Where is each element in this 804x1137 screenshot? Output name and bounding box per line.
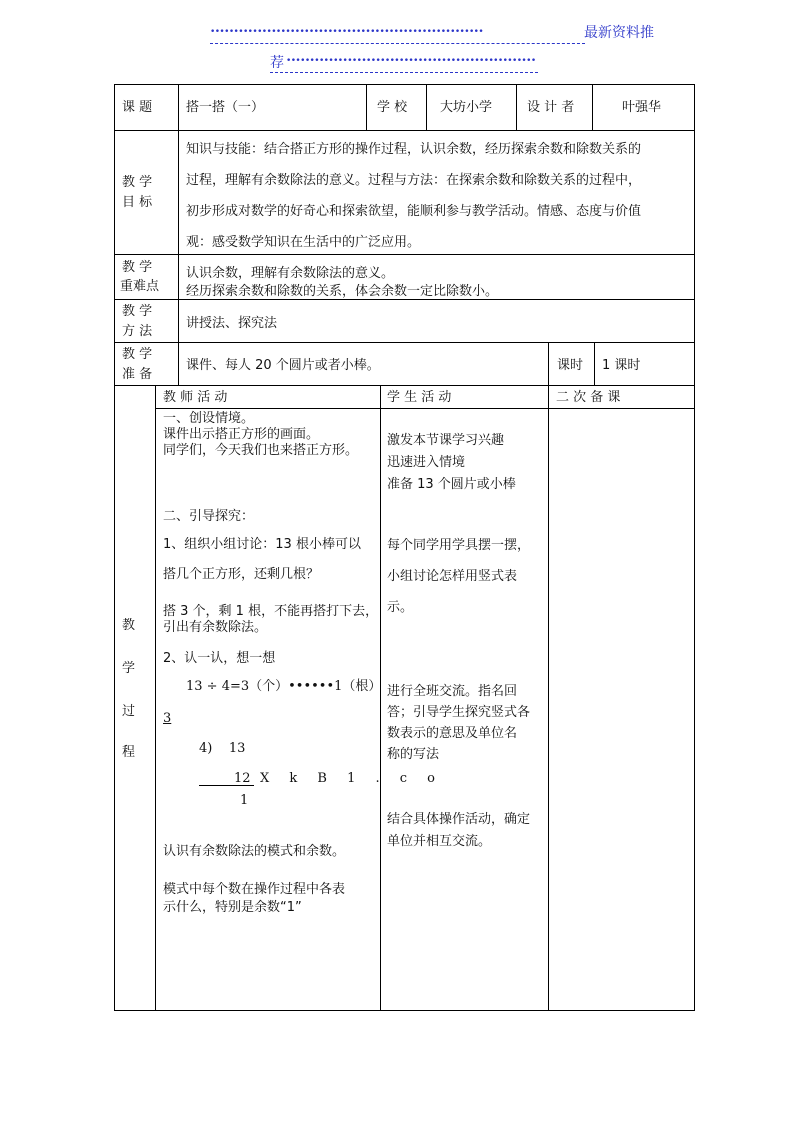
header-dash-2 [270, 72, 538, 73]
student-b2-line3: 示。 [387, 600, 414, 615]
long-division-quotient: 3 [163, 711, 172, 726]
method-value: 讲授法、探究法 [186, 316, 278, 331]
school-label: 学 校 [377, 100, 408, 115]
header-text-1: 最新资料推 [584, 25, 654, 41]
process-label-2: 学 [122, 661, 136, 676]
teacher-a1-line2: 引出有余数除法。 [163, 620, 268, 635]
designer-value: 叶强华 [622, 100, 662, 115]
student-b3-line2: 答；引导学生探究竖式各 [387, 705, 531, 720]
teacher-note2-line2: 示什么，特别是余数“1” [163, 900, 302, 915]
prep-label-1: 教 学 [122, 347, 153, 362]
student-b4-line1: 结合具体操作活动，确定 [387, 812, 531, 827]
keypoints-line-2: 经历探索余数和除数的关系，体会余数一定比除数小。 [186, 284, 499, 299]
header-text-2: 荐 [270, 55, 284, 71]
teacher-q1-line1: 1、组织小组讨论：13 根小棒可以 [163, 537, 361, 552]
teacher-a1-line1: 搭 3 个，剩 1 根，不能再搭打下去， [163, 604, 379, 619]
process-label-1: 教 [122, 618, 136, 633]
student-b1-line3: 准备 13 个圆片或小棒 [387, 477, 516, 492]
second-prep-header: 二 次 备 课 [556, 390, 621, 405]
teacher-note2-line1: 模式中每个数在操作过程中各表 [163, 882, 346, 897]
watermark-text: X k B 1 . c o [260, 771, 443, 786]
prep-value: 课件、每人 20 个圆片或者小棒。 [186, 358, 380, 373]
teacher-note1: 认识有余数除法的模式和余数。 [163, 844, 346, 859]
hours-label: 课时 [557, 358, 584, 373]
goals-label-2: 目 标 [122, 195, 153, 210]
long-division-divisor-row: 4) 13 [199, 741, 246, 756]
keypoints-label-1: 教 学 [122, 260, 153, 275]
method-label-1: 教 学 [122, 304, 153, 319]
teacher-step2: 2、认一认，想一想 [163, 651, 276, 666]
goals-line-3: 初步形成对数学的好奇心和探索欲望，能顺利参与教学活动。情感、态度与价值 [186, 204, 642, 219]
goals-line-4: 观：感受数学知识在生活中的广泛应用。 [186, 235, 421, 250]
hours-value: 1 课时 [602, 358, 641, 373]
process-label-3: 过 [122, 704, 136, 719]
goals-line-1: 知识与技能：结合搭正方形的操作过程，认识余数，经历探索余数和除数关系的 [186, 142, 642, 157]
header-dots-1: •••••••••••••••••••••••••••••••••••••••••••••••••••••••••• [210, 27, 484, 37]
division-equation: 13 ÷ 4=3（个）••••••1（根） [186, 679, 382, 694]
topic-value: 搭一搭（一） [186, 100, 265, 115]
teacher-s1-line2: 同学们，今天我们也来搭正方形。 [163, 443, 359, 458]
student-b2-line2: 小组讨论怎样用竖式表 [387, 569, 518, 584]
prep-label-2: 准 备 [122, 367, 153, 382]
teacher-q1-line2: 搭几个正方形，还剩几根？ [163, 567, 320, 582]
teacher-s1-line1: 课件出示搭正方形的画面。 [163, 427, 320, 442]
school-value: 大坊小学 [440, 100, 493, 115]
keypoints-line-1: 认识余数，理解有余数除法的意义。 [186, 266, 395, 281]
student-b1-line1: 激发本节课学习兴趣 [387, 433, 505, 448]
student-b4-line2: 单位并相互交流。 [387, 834, 492, 849]
student-b3-line3: 数表示的意思及单位名 [387, 726, 518, 741]
student-b3-line1: 进行全班交流。指名回 [387, 684, 518, 699]
teacher-s2-title: 二、引导探究： [163, 509, 255, 524]
student-b2-line1: 每个同学用学具摆一摆， [387, 538, 531, 553]
method-label-2: 方 法 [122, 324, 153, 339]
teacher-activity-header: 教 师 活 动 [163, 390, 228, 405]
student-activity-header: 学 生 活 动 [387, 390, 452, 405]
header-dash-1 [210, 43, 585, 44]
process-label-4: 程 [122, 745, 136, 760]
goals-label-1: 教 学 [122, 175, 153, 190]
header-dots-2: ••••••••••••••••••••••••••••••••••••••••••••••••••••• [286, 56, 536, 66]
teacher-s1-title: 一、创设情境。 [163, 411, 255, 426]
keypoints-label-2: 重难点 [120, 279, 160, 294]
long-division-product: 12 [234, 771, 251, 786]
student-b3-line4: 称的写法 [387, 747, 440, 762]
long-division-remainder: 1 [240, 793, 249, 808]
topic-label: 课 题 [122, 100, 153, 115]
designer-label: 设 计 者 [527, 100, 575, 115]
goals-line-2: 过程，理解有余数除法的意义。过程与方法：在探索余数和除数关系的过程中， [186, 173, 642, 188]
student-b1-line2: 迅速进入情境 [387, 455, 466, 470]
